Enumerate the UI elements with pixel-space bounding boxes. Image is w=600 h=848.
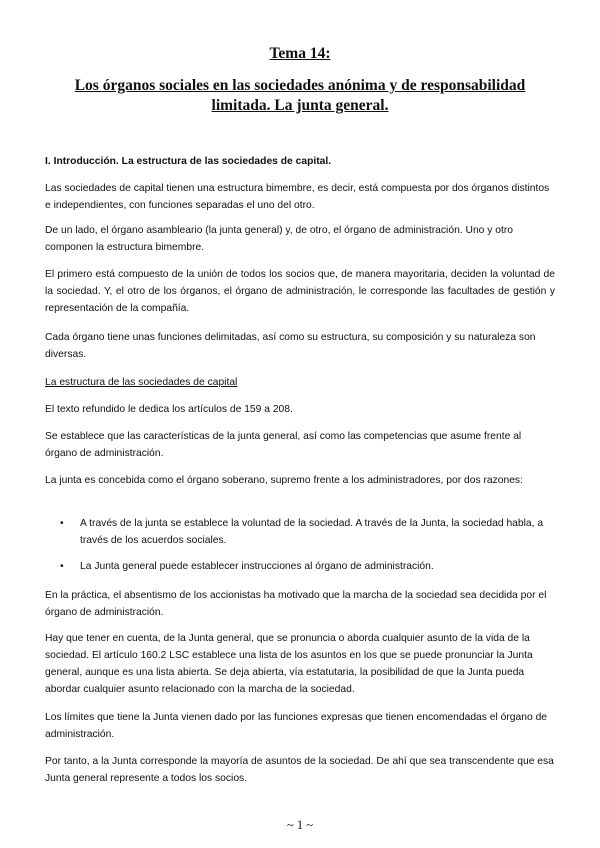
bullet-item-1 — [60, 515, 555, 549]
section-heading-introduccion: I. Introducción. La estructura de las sociedades de capital. — [45, 156, 332, 167]
page-number: ~ 1 ~ — [286, 818, 314, 832]
paragraph-7: La junta es concebida como el órgano soberano, supremo frente a los administradores, por dos razones: — [45, 475, 523, 486]
paragraph-1: Las sociedades de capital tienen una estructura bimembre, es decir, está compuesta por dos órganos distintos e independientes, con funciones separadas el uno del otro. — [45, 183, 550, 211]
paragraph-5: El texto refundido le dedica los artículos de 159 a 208. — [45, 404, 293, 415]
paragraph-2: De un lado, el órgano asambleario (la junta general) y, de otro, el órgano de administración. Uno y otro componen la estructura bimembre. — [45, 225, 514, 253]
paragraph-4: Cada órgano tiene unas funciones delimitadas, así como su estructura, su composición y su naturaleza son diversas. — [45, 332, 536, 360]
bullet-dot-icon: • — [60, 561, 64, 572]
paragraph-10: Los límites que tiene la Junta vienen dado por las funciones expresas que tienen encomendadas el órgano de administración. — [45, 712, 548, 740]
bullet-dot-icon: • — [60, 518, 64, 529]
document-title: Los órganos sociales en las sociedades anónima y de responsabilidad limitada. La junta general. — [74, 77, 526, 114]
bullet-text: A través de la junta se establece la voluntad de la sociedad. A través de la Junta, la sociedad habla, a través de los acuerdos sociales. — [80, 518, 544, 546]
paragraph-11: Por tanto, a la Junta corresponde la mayoría de asuntos de la sociedad. De ahí que sea transcendente que esa Junta general represente a todos los socios. — [45, 756, 554, 784]
paragraph-9: Hay que tener en cuenta, de la Junta general, que se pronuncia o aborda cualquier asunto de la vida de la sociedad. El artículo 160.2 LSC establece una lista de los asuntos en los que se puede pronunciar la Junta general, aunque es una lista abierta. Se deja abierta, vía estatutaria, la posibilidad de que la Junta pueda abordar cualquier asunto relacionado con la marcha de la sociedad. — [45, 633, 533, 695]
document-title-topic: Tema 14: — [269, 45, 331, 62]
subsection-heading-estructura: La estructura de las sociedades de capital — [45, 377, 238, 388]
bullet-text: La Junta general puede establecer instrucciones al órgano de administración. — [80, 561, 434, 572]
paragraph-3: El primero está compuesto de la unión de todos los socios que, de manera mayoritaria, deciden la voluntad de la sociedad. Y, el otro de los órganos, el órgano de administración, le corresponde las facultades de gestión y representación de la compañía. — [45, 269, 555, 314]
paragraph-6: Se establece que las características de la junta general, así como las competencias que asume frente al órgano de administración. — [45, 431, 522, 459]
paragraph-8: En la práctica, el absentismo de los accionistas ha motivado que la marcha de la sociedad sea decidida por el órgano de administración. — [45, 590, 547, 618]
bullet-item-2 — [60, 558, 555, 575]
